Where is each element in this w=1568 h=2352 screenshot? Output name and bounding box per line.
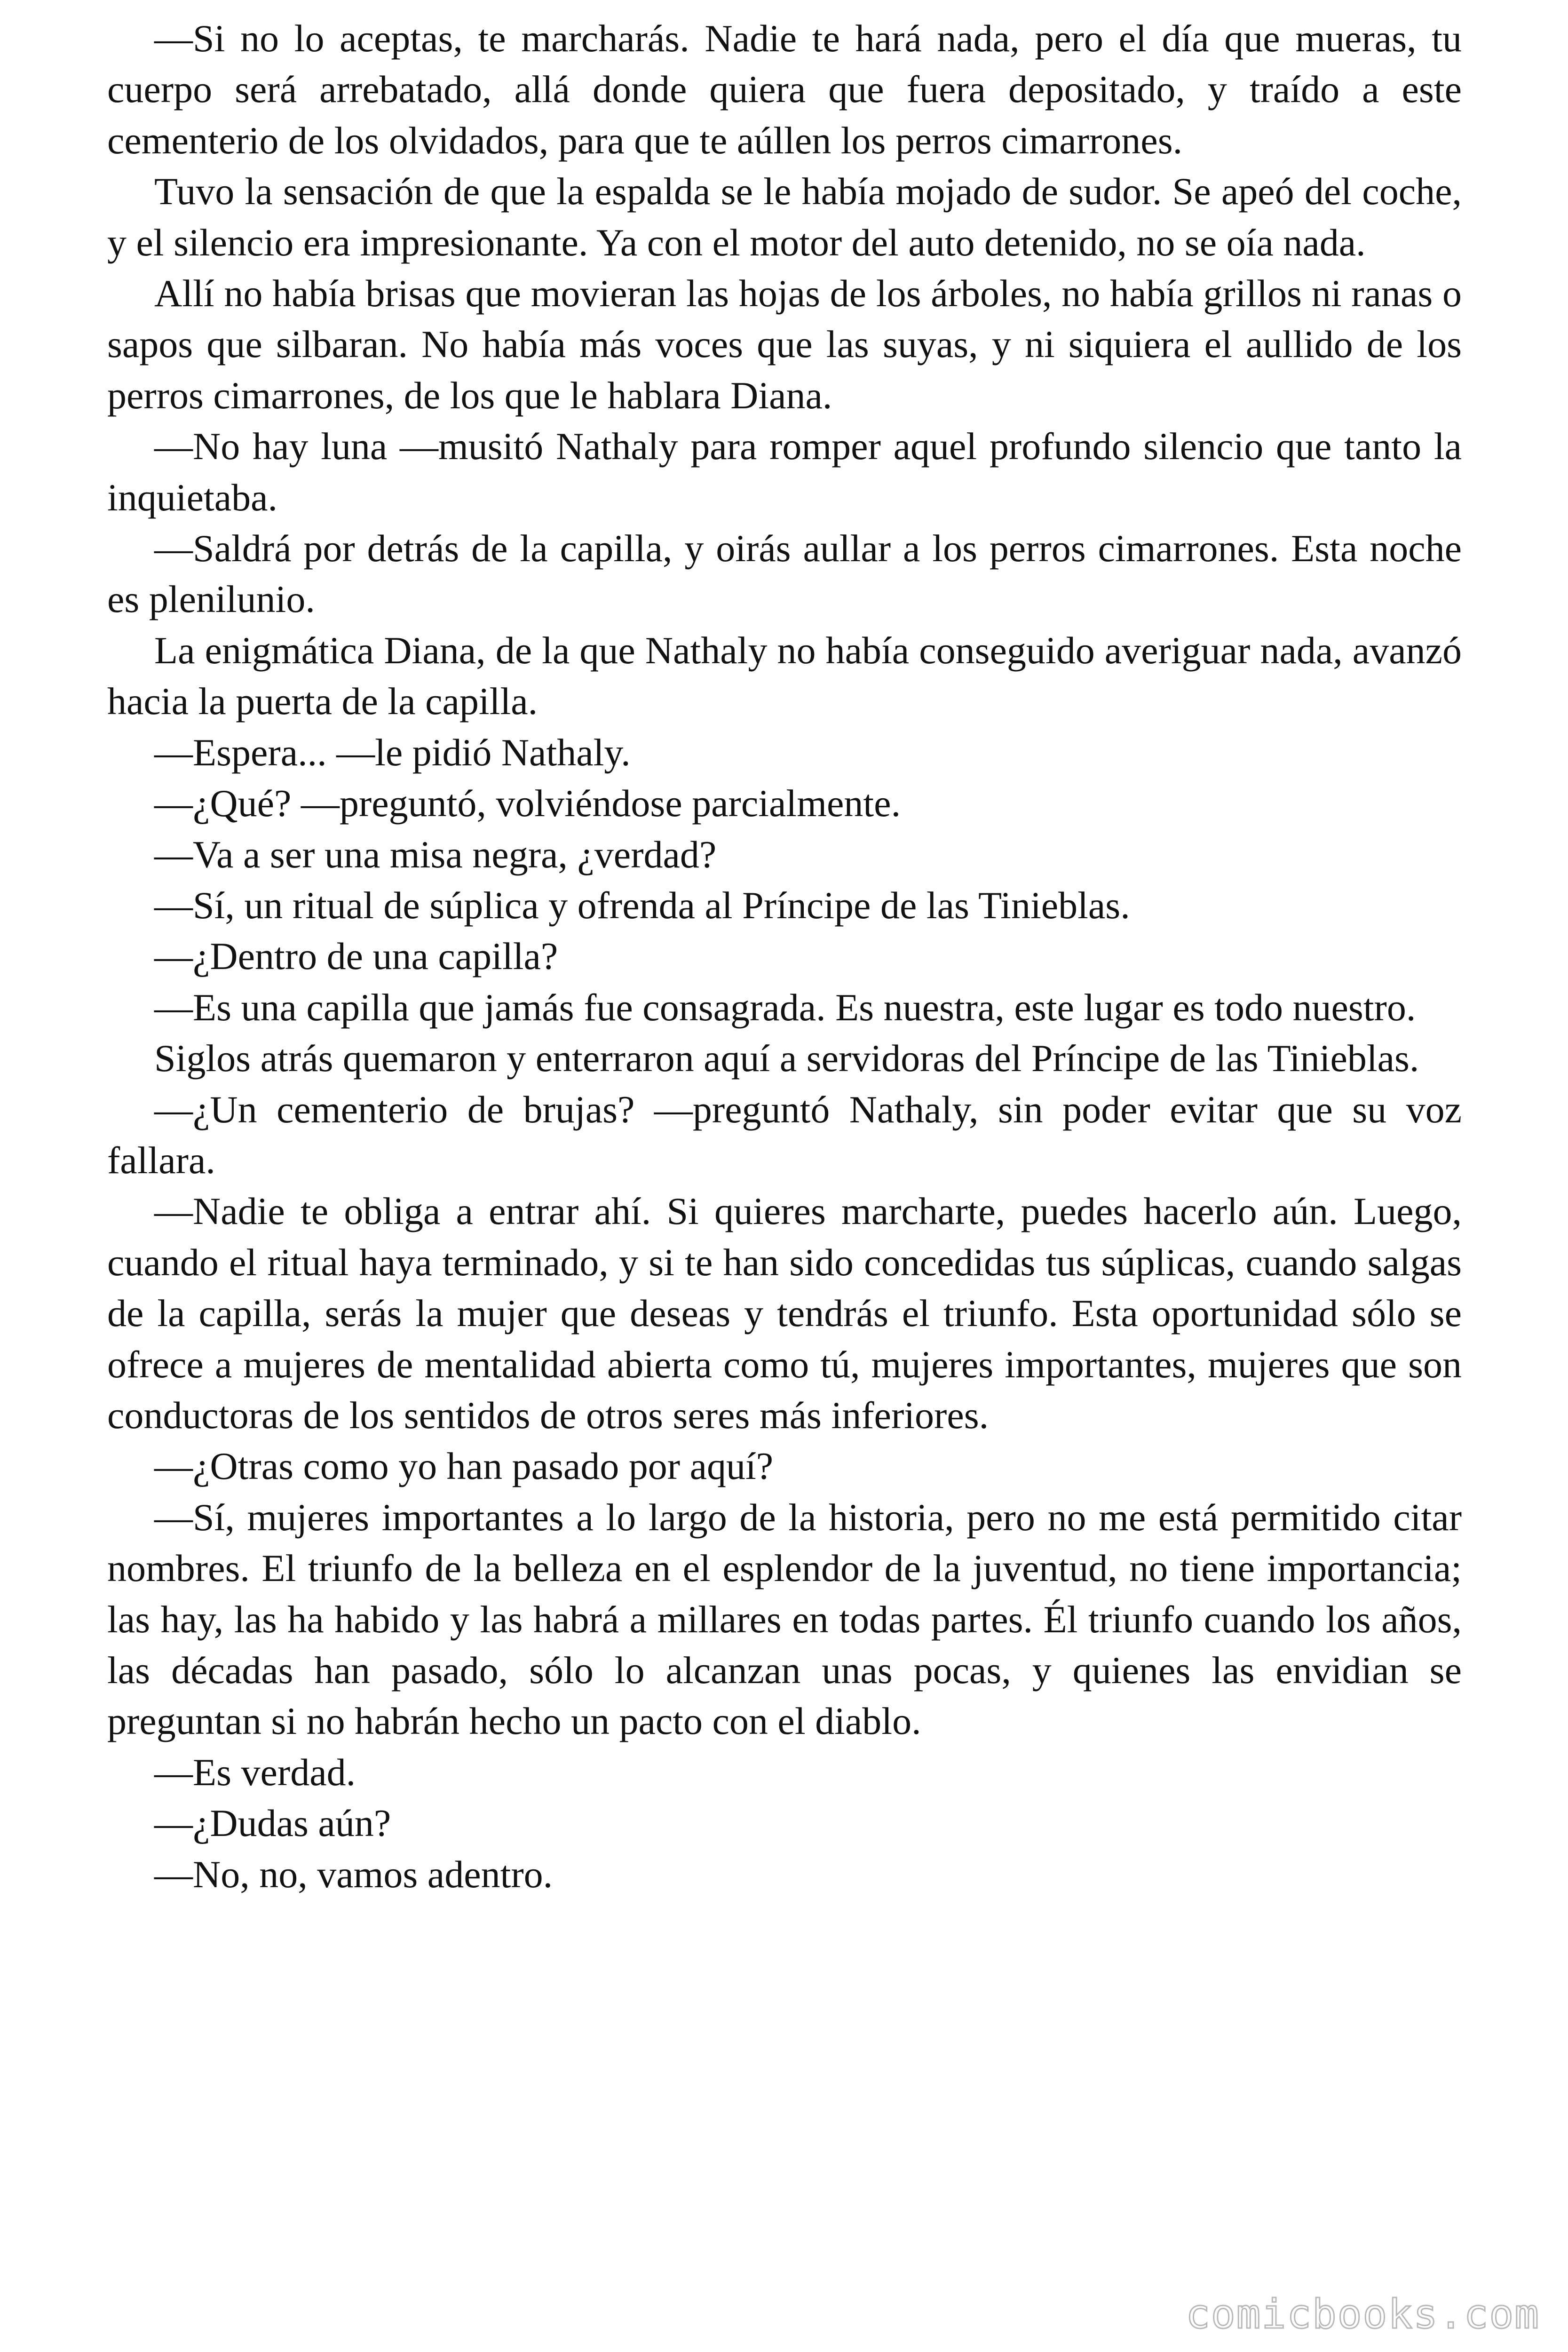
paragraph: —¿Qué? —preguntó, volviéndose parcialmente. — [154, 782, 901, 825]
paragraph: —¿Dudas aún? — [154, 1802, 391, 1845]
paragraph: La enigmática Diana, de la que Nathaly no había conseguido averiguar nada, avanzó hacia la puerta de la capilla. — [107, 628, 1462, 723]
paragraph: Allí no había brisas que movieran las hojas de los árboles, no había grillos ni ranas o sapos que silbaran. No había más voces que las suyas, y ni siquiera el aullido de los perros cimarrones, de los que le hablara Diana. — [107, 272, 1462, 417]
paragraph: —Es verdad. — [154, 1750, 356, 1794]
paragraph: —Es una capilla que jamás fue consagrada. Es nuestra, este lugar es todo nuestro. — [154, 985, 1416, 1029]
paragraph: —Saldrá por detrás de la capilla, y oirás aullar a los perros cimarrones. Esta noche es plenilunio. — [107, 527, 1462, 621]
paragraph: —Sí, mujeres importantes a lo largo de la historia, pero no me está permitido citar nombres. El triunfo de la belleza en el esplendor de la juventud, no tiene importancia; las hay, las ha habido y las habrá a millares en todas partes. Él triunfo cuando los años, las décadas han pasado, sólo lo alcanzan unas pocas, y quienes las envidian se preguntan si no habrán hecho un pacto con el diablo. — [107, 1495, 1462, 1743]
paragraph: —No hay luna —musitó Nathaly para romper aquel profundo silencio que tanto la inquietaba. — [107, 425, 1462, 519]
paragraph: Siglos atrás quemaron y enterraron aquí a servidoras del Príncipe de las Tinieblas. — [154, 1037, 1419, 1080]
paragraph: Tuvo la sensación de que la espalda se le había mojado de sudor. Se apeó del coche, y el silencio era impresionante. Ya con el motor del auto detenido, no se oía nada. — [107, 170, 1462, 264]
paragraph: —Nadie te obliga a entrar ahí. Si quieres marcharte, puedes hacerlo aún. Luego, cuando el ritual haya terminado, y si te han sido concedidas tus súplicas, cuando salgas de la capilla, serás la mujer que deseas y tendrás el triunfo. Esta oportunidad sólo se ofrece a mujeres de mentalidad abierta como tú, mujeres importantes, mujeres que son conductoras de los sentidos de otros seres más inferiores. — [107, 1190, 1462, 1437]
paragraph: —¿Un cementerio de brujas? —preguntó Nathaly, sin poder evitar que su voz fallara. — [107, 1088, 1462, 1182]
paragraph: —Va a ser una misa negra, ¿verdad? — [154, 833, 717, 876]
paragraph: —No, no, vamos adentro. — [154, 1852, 553, 1896]
paragraph: —Espera... —le pidió Nathaly. — [154, 731, 631, 774]
text-column — [107, 13, 1462, 1900]
paragraph: —Si no lo aceptas, te marcharás. Nadie te hará nada, pero el día que mueras, tu cuerpo será arrebatado, allá donde quiera que fuera depositado, y traído a este cementerio de los olvidados, para que te aúllen los perros cimarrones. — [107, 17, 1462, 162]
watermark: comicbooks.com — [1186, 2291, 1540, 2338]
paragraph: —¿Dentro de una capilla? — [154, 935, 558, 978]
paragraph: —¿Otras como yo han pasado por aquí? — [154, 1445, 774, 1488]
paragraph: —Sí, un ritual de súplica y ofrenda al Príncipe de las Tinieblas. — [154, 883, 1130, 927]
